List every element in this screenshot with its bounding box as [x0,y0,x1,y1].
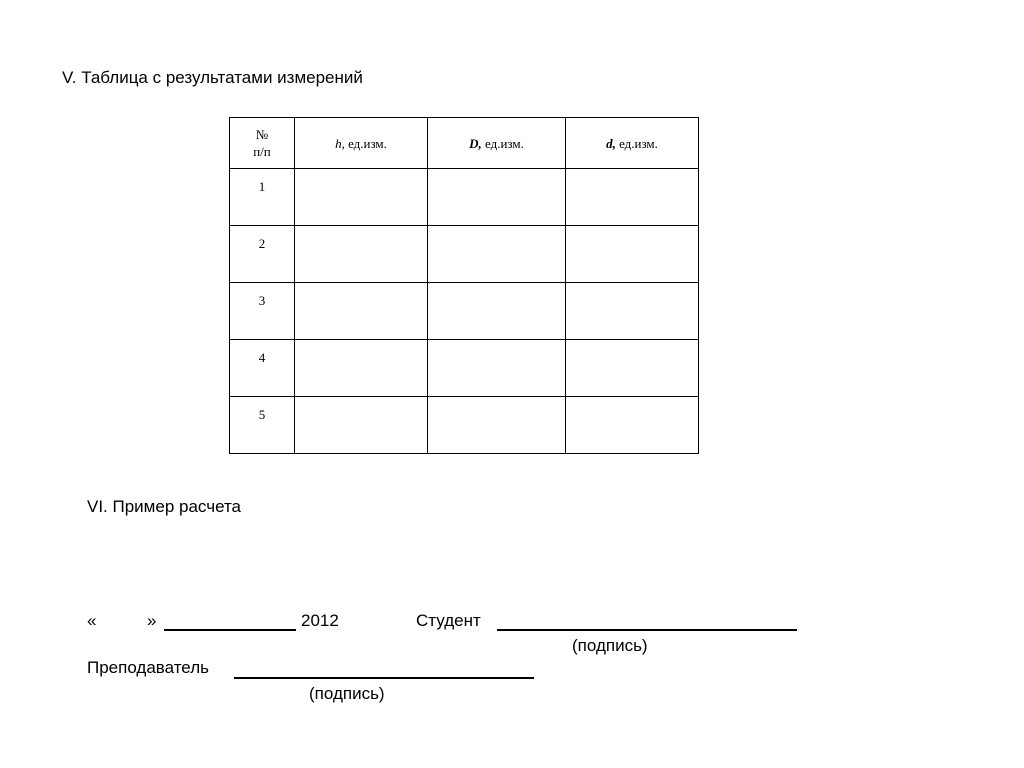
cell-h[interactable] [295,226,428,283]
table-row [230,169,699,226]
row-number: 3 [230,283,295,340]
header-d [566,118,699,169]
date-month-line[interactable] [164,629,296,631]
header-number [230,118,295,169]
cell-h[interactable] [295,283,428,340]
header-number-abbrev: п/п [253,144,271,159]
cell-d[interactable] [566,226,699,283]
header-d-variable: d, [606,135,616,151]
row-number: 1 [230,169,295,226]
cell-d[interactable] [566,283,699,340]
cell-D[interactable] [428,283,566,340]
date-year: 2012 [301,611,339,630]
cell-D[interactable] [428,397,566,454]
table-row [230,340,699,397]
header-D-unit: ед.изм. [481,135,524,151]
cell-D[interactable] [428,340,566,397]
measurement-table [229,117,699,454]
header-D [428,118,566,169]
table-row [230,283,699,340]
student-signature-line[interactable] [497,629,797,631]
header-h-unit: ед.изм. [344,135,387,151]
teacher-signature-line[interactable] [234,677,534,679]
header-d-unit: ед.изм. [615,135,658,151]
student-signature-caption: (подпись) [572,636,648,655]
date-quote-open: « [87,611,97,630]
teacher-label: Преподаватель [87,658,209,677]
header-h-variable: h, [335,135,345,151]
row-number: 5 [230,397,295,454]
table-header-row [230,118,699,169]
cell-h[interactable] [295,169,428,226]
row-number: 4 [230,340,295,397]
header-number-symbol: № [255,127,269,142]
cell-D[interactable] [428,226,566,283]
table-row [230,397,699,454]
cell-h[interactable] [295,397,428,454]
date-quote-close: » [147,611,157,630]
section-6-title: VI. Пример расчета [87,497,242,516]
table-row [230,226,699,283]
row-number: 2 [230,226,295,283]
student-label: Студент [416,611,481,630]
cell-d[interactable] [566,169,699,226]
teacher-signature-caption: (подпись) [309,684,385,703]
header-D-variable: D, [469,135,482,151]
cell-h[interactable] [295,340,428,397]
header-h [295,118,428,169]
cell-d[interactable] [566,340,699,397]
section-5-title: V. Таблица с результатами измерений [62,68,363,87]
cell-D[interactable] [428,169,566,226]
cell-d[interactable] [566,397,699,454]
